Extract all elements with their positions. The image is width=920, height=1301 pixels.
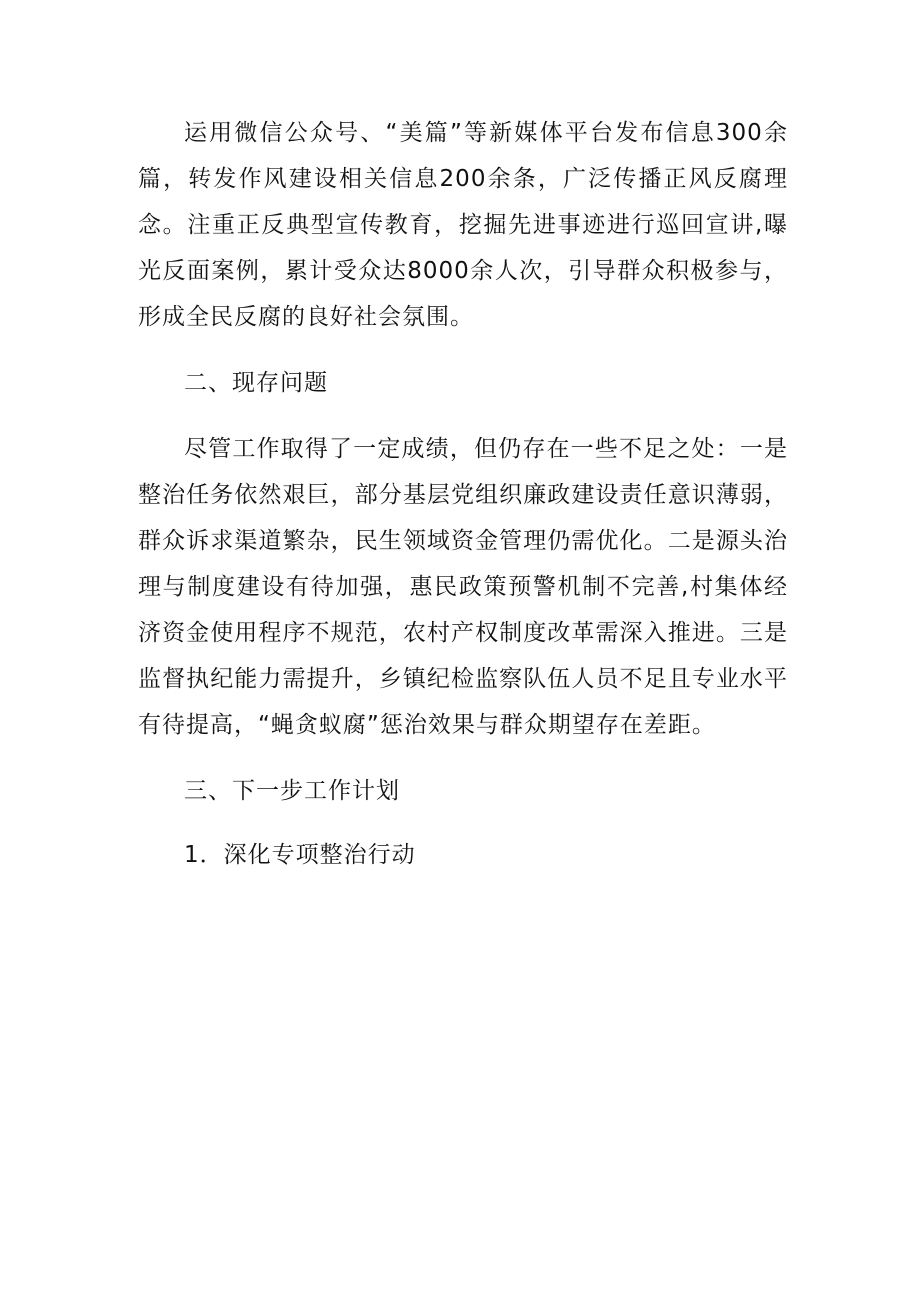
paragraph-media-outreach: 运用微信公众号、“美篇”等新媒体平台发布信息300余篇，转发作风建设相关信息200余条，广泛传播正风反腐理念。注重正反典型宣传教育，挖掘先进事迹进行巡回宣讲,曝光反面案例，累计受众达8000余人次，引导群众积极参与，形成全民反腐的良好社会氛围。 (138, 120, 788, 330)
document-body (138, 110, 788, 878)
subheading-special-rectification: 1．深化专项整治行动 (184, 842, 416, 868)
section-heading-next-steps: 三、下一步工作计划 (184, 778, 400, 804)
section-heading-current-problems: 二、现存问题 (184, 370, 328, 396)
paragraph-problems: 尽管工作取得了一定成绩，但仍存在一些不足之处：一是整治任务依然艰巨，部分基层党组织廉政建设责任意识薄弱，群众诉求渠道繁杂，民生领域资金管理仍需优化。二是源头治理与制度建设有待加强，惠民政策预警机制不完善,村集体经济资金使用程序不规范，农村产权制度改革需深入推进。三是监督执纪能力需提升，乡镇纪检监察队伍人员不足且专业水平有待提高，“蝇贪蚁腐”惩治效果与群众期望存在差距。 (138, 436, 788, 738)
